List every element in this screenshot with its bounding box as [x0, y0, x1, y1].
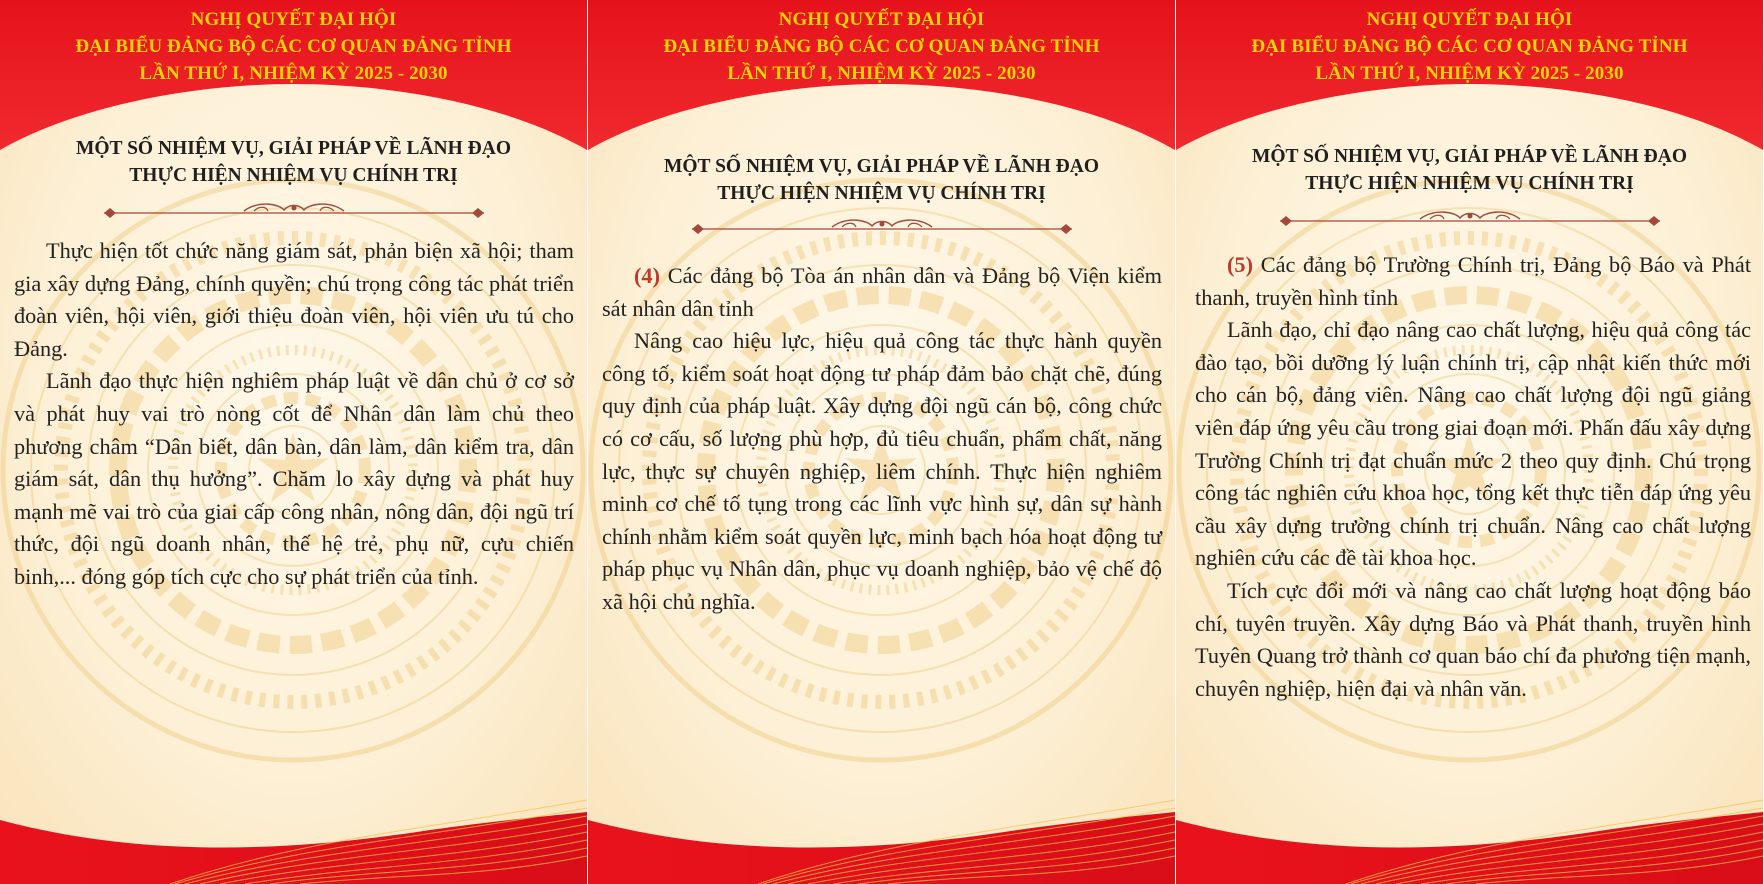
section-heading-line: THỰC HIỆN NHIỆM VỤ CHÍNH TRỊ [717, 183, 1046, 204]
divider-flourish-icon [682, 218, 1082, 240]
banner-line: LẦN THỨ I, NHIỆM KỲ 2025 - 2030 [727, 63, 1036, 84]
banner-line: NGHỊ QUYẾT ĐẠI HỘI [190, 9, 397, 30]
banner-title [1176, 6, 1763, 87]
poster-panel-3 [1176, 0, 1763, 884]
banner-line: LẦN THỨ I, NHIỆM KỲ 2025 - 2030 [139, 63, 448, 84]
divider-flourish-icon [94, 202, 494, 224]
body-text [602, 260, 1162, 619]
section-heading [588, 153, 1175, 207]
paragraph-text: Các đảng bộ Tòa án nhân dân và Đảng bộ Viện kiểm sát nhân dân tỉnh [602, 263, 1163, 321]
paragraph [602, 325, 1162, 618]
banner-line: NGHỊ QUYẾT ĐẠI HỘI [778, 9, 985, 30]
banner-line: ĐẠI BIỂU ĐẢNG BỘ CÁC CƠ QUAN ĐẢNG TỈNH [1251, 36, 1688, 57]
section-heading [1176, 143, 1763, 197]
banner-title [588, 6, 1175, 87]
section-heading-line: MỘT SỐ NHIỆM VỤ, GIẢI PHÁP VỀ LÃNH ĐẠO [75, 138, 511, 159]
section-heading-line: THỰC HIỆN NHIỆM VỤ CHÍNH TRỊ [1305, 173, 1634, 194]
paragraph-text: Nâng cao hiệu lực, hiệu quả công tác thực hành quyền công tố, kiểm soát hoạt động tư pháp đảm bảo chặt chẽ, đúng quy định của pháp luật. Xây dựng đội ngũ cán bộ, công chức có cơ cấu, số lượng phù hợp, đủ tiêu chuẩn, phẩm chất, năng lực, thực sự chuyên nghiệp, liêm chính. Thực hiện nghiêm minh cơ chế tố tụng trong các lĩnh vực hình sự, dân sự hành chính nhằm kiểm soát quyền lực, minh bạch hóa hoạt động tư pháp phục vụ Nhân dân, phục vụ doanh nghiệp, bảo vệ chế độ xã hội chủ nghĩa. [602, 328, 1162, 614]
banner-title [0, 6, 587, 87]
item-number: (5) [1227, 252, 1253, 277]
paragraph-text: Tích cực đổi mới và nâng cao chất lượng hoạt động báo chí, tuyên truyền. Xây dựng Báo và Phát thanh, truyền hình Tuyên Quang trở thành cơ quan báo chí đa phương tiện mạnh, chuyên nghiệp, hiện đại và nhân văn. [1195, 577, 1751, 701]
banner-line: ĐẠI BIỂU ĐẢNG BỘ CÁC CƠ QUAN ĐẢNG TỈNH [663, 36, 1100, 57]
section-heading-line: MỘT SỐ NHIỆM VỤ, GIẢI PHÁP VỀ LÃNH ĐẠO [1251, 146, 1687, 167]
paragraph-text: Lãnh đạo, chỉ đạo nâng cao chất lượng, hiệu quả công tác đào tạo, bồi dưỡng lý luận chính trị, cập nhật kiến thức mới cho cán bộ, đảng viên. Nâng cao chất lượng đội ngũ giảng viên đáp ứng yêu cầu trong giai đoạn mới. Phấn đấu xây dựng Trường Chính trị đạt chuẩn mức 2 theo quy định. Chú trọng công tác nghiên cứu khoa học, tổng kết thực tiễn đáp ứng yêu cầu xây dựng trường chính trị chuẩn. Nâng cao chất lượng nghiên cứu các đề tài khoa học. [1195, 317, 1751, 571]
poster-panel-2 [588, 0, 1175, 884]
paragraph [14, 365, 574, 593]
banner-line: LẦN THỨ I, NHIỆM KỲ 2025 - 2030 [1315, 63, 1624, 84]
section-heading-line: MỘT SỐ NHIỆM VỤ, GIẢI PHÁP VỀ LÃNH ĐẠO [663, 156, 1099, 177]
item-number: (4) [634, 263, 660, 288]
body-text [1195, 249, 1751, 705]
paragraph [602, 260, 1162, 325]
paragraph-text: Lãnh đạo thực hiện nghiêm pháp luật về dân chủ ở cơ sở và phát huy vai trò nòng cốt để Nhân dân làm chủ theo phương châm “Dân biết, dân bàn, dân làm, dân kiểm tra, dân giám sát, dân thụ hưởng”. Chăm lo xây dựng và phát huy mạnh mẽ vai trò của giai cấp công nhân, nông dân, đội ngũ trí thức, đội ngũ doanh nhân, thế hệ trẻ, phụ nữ, cựu chiến binh,... đóng góp tích cực cho sự phát triển của tỉnh. [14, 368, 574, 589]
section-heading-line: THỰC HIỆN NHIỆM VỤ CHÍNH TRỊ [129, 165, 458, 186]
paragraph [1195, 249, 1751, 314]
body-text [14, 235, 574, 594]
divider-flourish-icon [1270, 210, 1670, 232]
banner-line: NGHỊ QUYẾT ĐẠI HỘI [1366, 9, 1573, 30]
paragraph [1195, 314, 1751, 575]
poster-panel-1 [0, 0, 587, 884]
paragraph [14, 235, 574, 365]
section-heading [0, 135, 587, 189]
paragraph-text: Thực hiện tốt chức năng giám sát, phản biện xã hội; tham gia xây dựng Đảng, chính quyền; chú trọng công tác phát triển đoàn viên, hội viên, giới thiệu đoàn viên, hội viên ưu tú cho Đảng. [14, 238, 574, 361]
paragraph [1195, 575, 1751, 705]
paragraph-text: Các đảng bộ Trường Chính trị, Đảng bộ Báo và Phát thanh, truyền hình tỉnh [1195, 252, 1752, 310]
banner-line: ĐẠI BIỂU ĐẢNG BỘ CÁC CƠ QUAN ĐẢNG TỈNH [75, 36, 512, 57]
